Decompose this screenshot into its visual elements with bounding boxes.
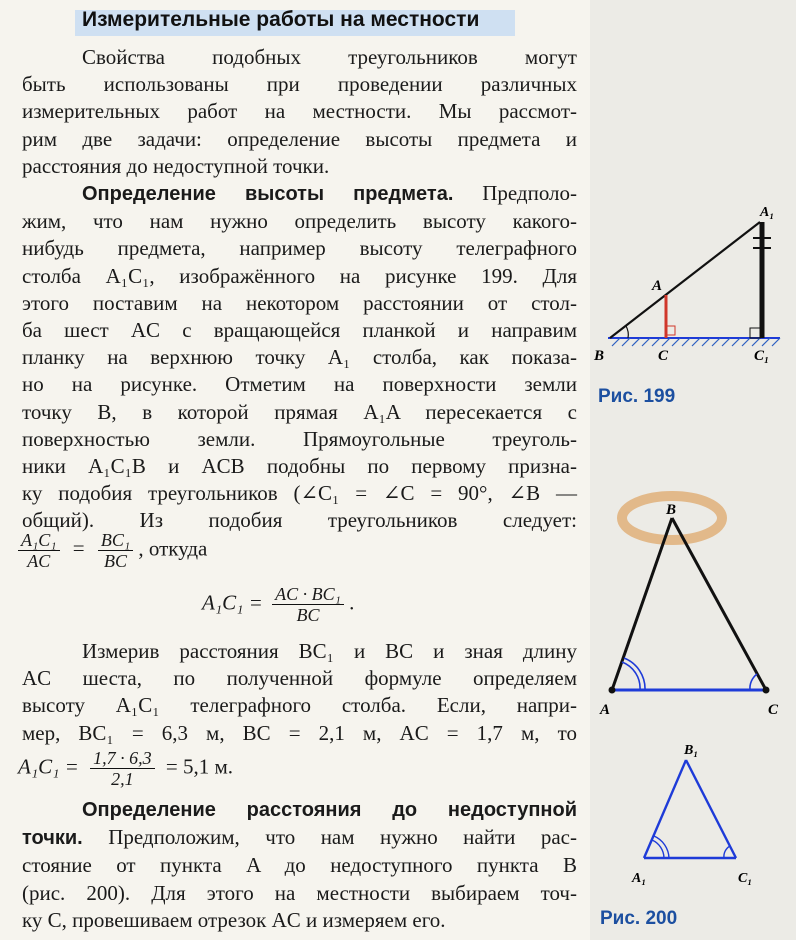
label-b: B — [666, 502, 677, 518]
text-line: измерительных работ на местности. Мы рассмот- — [22, 99, 577, 124]
text-line: (рис. 200). Для этого на местности выбираем точ- — [22, 880, 577, 905]
text-line: AC шеста, по полученной формуле определяем — [22, 666, 577, 691]
text-line: ники A₁C₁B и ACB подобны по первому призна- — [22, 454, 577, 479]
text-line: ку C, провешиваем отрезок AC и измеряем его. — [22, 907, 446, 932]
label-c: C — [658, 348, 669, 364]
figure-199 — [590, 200, 790, 370]
text-line: ку подобия треугольников (∠C₁ = ∠C = 90°, ∠B — — [22, 481, 577, 506]
text-line: рим две задачи: определение высоты предмета и — [22, 126, 577, 151]
text-line: точку B, в которой прямая A₁A пересекается с — [22, 399, 577, 424]
measurement-paragraph — [22, 638, 577, 747]
text-line — [22, 796, 577, 824]
height-problem-paragraph — [22, 180, 577, 535]
intro-paragraph — [22, 44, 577, 180]
text-line: быть использованы при проведении различных — [22, 72, 577, 97]
side-ab — [612, 518, 672, 690]
text-line: Свойства подобных треугольников могут — [82, 45, 577, 69]
example-calculation: A₁C₁ = $\frac{1,7 \cdot 6,3}{2,1}$ = 5,1 м. — [18, 748, 233, 789]
label-a1: A₁ — [760, 205, 775, 220]
text-line: жим, что нам нужно определить высоту какого- — [22, 209, 577, 234]
text-line: нибудь предмета, например высоту телеграфного — [22, 236, 577, 261]
height-result-formula: A₁C₁ = $\frac{\text{AC · BC₁}}{BC}$ . — [202, 584, 355, 625]
label-c1: C₁ — [754, 348, 770, 364]
text-line: точки. Предположим, что нам нужно найти рас- — [22, 825, 577, 850]
ratio-right: $\frac{\text{BC₁}}{BC}$ — [98, 530, 133, 571]
figure-200-caption: Рис. 200 — [600, 908, 678, 929]
sight-line — [610, 222, 760, 338]
label-c: C — [768, 702, 779, 718]
text-line: высоту A₁C₁ телеграфного столба. Если, напри- — [22, 693, 577, 718]
distance-problem-title: Определение расстояния до недоступной — [82, 799, 577, 821]
text-line: ба шест AC с вращающейся планкой и направим — [22, 318, 577, 343]
text-line: планку на верхнюю точку A₁ столба, как показа- — [22, 345, 577, 370]
text-line: столба A₁C₁, изображённого на рисунке 199. Для — [22, 263, 577, 288]
label-a: A — [600, 702, 611, 718]
text-line: поверхностью земли. Прямоугольные треуголь- — [22, 426, 577, 451]
label-a1: A₁ — [632, 871, 647, 886]
height-problem-title: Определение высоты предмета. — [82, 183, 454, 205]
text-line: общий). Из подобия треугольников следует: — [22, 508, 577, 533]
label-b: B — [594, 348, 605, 364]
side-a1b1 — [644, 760, 686, 858]
label-c1: C₁ — [738, 871, 753, 886]
distance-problem-paragraph — [22, 796, 577, 934]
proportion-formula: $\frac{\text{A₁C₁}}{AC}$ = $\frac{\text{BC₁}}{BC}$ , откуда — [18, 530, 207, 571]
text-line: но на рисунке. Отметим на поверхности земли — [22, 372, 577, 397]
text-line: Определение высоты предмета. Предполо- — [82, 181, 578, 205]
ground-hatching — [608, 338, 780, 346]
label-a: A — [652, 278, 663, 294]
label-b1: B₁ — [684, 743, 699, 758]
ratio-left: $\frac{\text{A₁C₁}}{AC}$ — [18, 530, 60, 571]
result-fraction: $\frac{\text{AC · BC₁}}{BC}$ — [272, 584, 344, 625]
figure-200 — [590, 490, 790, 910]
text-line: Измерив расстояния BC₁ и BC и зная длину — [82, 639, 577, 663]
side-b1c1 — [686, 760, 736, 858]
text-line: расстояния до недоступной точки. — [22, 153, 330, 178]
text-line: мер, BC₁ = 6,3 м, BC = 2,1 м, AC = 1,7 м, то — [22, 720, 577, 745]
text-line: стояние от пункта A до недоступного пункта B — [22, 853, 577, 878]
calc-fraction: $\frac{1,7 \cdot 6,3}{2,1}$ — [90, 748, 155, 789]
section-title: Измерительные работы на местности — [82, 8, 480, 31]
side-bc — [672, 518, 766, 690]
figure-199-caption: Рис. 199 — [598, 386, 676, 407]
text-line: этого поставим на некотором расстоянии от стол- — [22, 290, 577, 315]
